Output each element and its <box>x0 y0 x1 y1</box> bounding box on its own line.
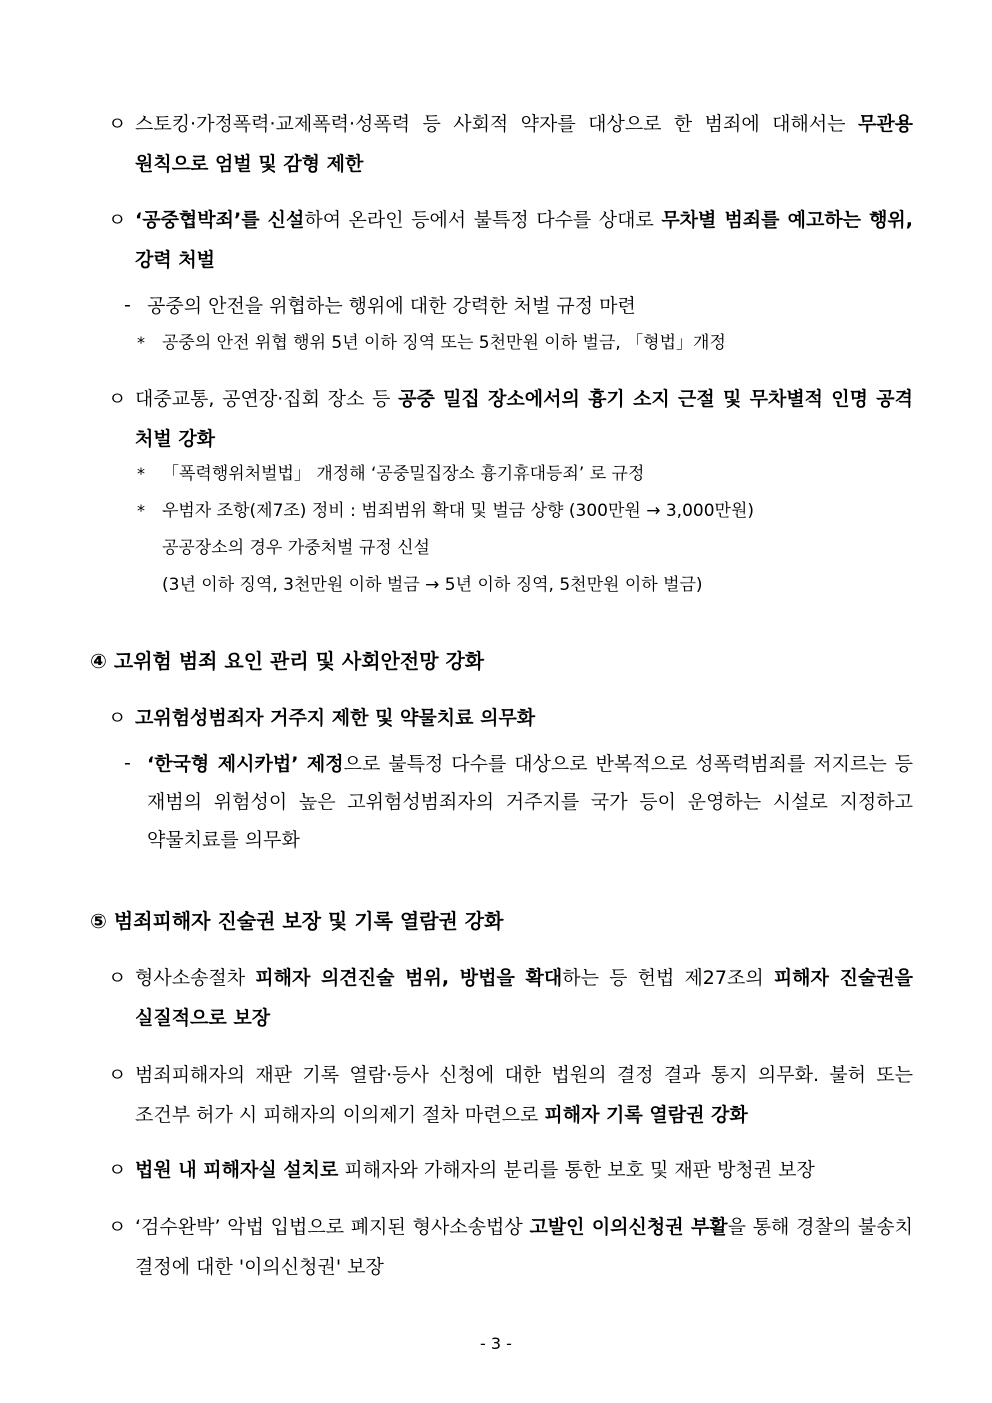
bullet-paragraph-5 <box>0 958 992 1042</box>
section-heading-5 <box>90 903 503 939</box>
emphasis-text: 법원 내 피해자실 설치로 <box>135 1159 339 1181</box>
bullet-marker: ㅇ <box>108 388 127 410</box>
section-number: ⑤ <box>90 909 107 933</box>
note-text: 공공장소의 경우 가중처벌 규정 신설 <box>162 538 430 558</box>
bullet-marker: ㅇ <box>108 1216 127 1238</box>
emphasis-text: 고발인 이의신청권 부활 <box>529 1216 728 1238</box>
paragraph-text: ‘검수완박’ 악법 입법으로 폐지된 형사소송법상 고발인 이의신청권 부활을 통해 경찰의 불송치 결정에 대한 '이의신청권' 보장 <box>135 1216 913 1278</box>
note-item <box>0 325 992 362</box>
section-heading-4 <box>90 643 484 679</box>
bullet-paragraph-6 <box>0 1055 992 1139</box>
emphasis-text: 무차별 범죄를 예고하는 행위, 강력 처벌 <box>135 209 913 271</box>
note-marker: * <box>137 333 145 352</box>
bullet-paragraph-7 <box>0 1150 992 1190</box>
note-text: 공중의 안전 위협 행위 5년 이하 징역 또는 5천만원 이하 벌금, 「형법」개정 <box>162 333 726 353</box>
paragraph-text: 범죄피해자의 재판 기록 열람·등사 신청에 대한 법원의 결정 결과 통지 의무화. 불허 또는 조건부 허가 시 피해자의 이의제기 절차 마련으로 피해자 기록 열람권 강화 <box>135 1064 913 1126</box>
paragraph-text: 대중교통, 공연장·집회 장소 등 공중 밀집 장소에서의 흉기 소지 근절 및 무차별적 인명 공격 처벌 강화 <box>135 388 913 450</box>
bullet-paragraph-8 <box>0 1207 992 1291</box>
section-title: 범죄피해자 진술권 보장 및 기록 열람권 강화 <box>113 909 504 933</box>
page-number: - 3 - <box>480 1334 512 1353</box>
bullet-marker: ㅇ <box>108 113 127 135</box>
bullet-marker: ㅇ <box>108 967 127 989</box>
dash-item-text: 공중의 안전을 위협하는 행위에 대한 강력한 처벌 규정 마련 <box>147 295 636 317</box>
note-marker: * <box>137 464 145 483</box>
bullet-marker: ㅇ <box>108 1064 127 1086</box>
bullet-paragraph-1 <box>0 104 992 188</box>
emphasis-text: 무관용 원칙으로 엄벌 및 감형 제한 <box>135 113 913 175</box>
note-text: (3년 이하 징역, 3천만원 이하 벌금 → 5년 이하 징역, 5천만원 이하 벌금) <box>162 575 703 595</box>
section-number: ④ <box>90 649 107 673</box>
note-marker: * <box>137 501 145 520</box>
paragraph-text: ‘공중협박죄’를 신설하여 온라인 등에서 불특정 다수를 상대로 무차별 범죄를 예고하는 행위, 강력 처벌 <box>135 209 913 271</box>
paragraph-text: 법원 내 피해자실 설치로 피해자와 가해자의 분리를 통한 보호 및 재판 방청권 보장 <box>135 1159 815 1181</box>
emphasis-text: 공중 밀집 장소에서의 흉기 소지 근절 및 무차별적 인명 공격 처벌 강화 <box>135 388 913 450</box>
section-title: 고위험 범죄 요인 관리 및 사회안전망 강화 <box>113 649 485 673</box>
note-item <box>0 456 992 493</box>
emphasis-text: 피해자 기록 열람권 강화 <box>544 1104 748 1126</box>
bullet-marker: ㅇ <box>108 707 127 729</box>
note-item <box>0 493 992 604</box>
emphasis-text: ‘공중협박죄’를 신설 <box>135 209 305 231</box>
emphasis-text: 피해자 의견진술 범위, 방법을 확대 <box>255 967 563 989</box>
paragraph-text: 형사소송절차 피해자 의견진술 범위, 방법을 확대하는 등 헌법 제27조의 피해자 진술권을 실질적으로 보장 <box>135 967 914 1029</box>
note-text: 「폭력행위처벌법」 개정해 ‘공중밀집장소 흉기휴대등죄’ 로 규정 <box>162 464 645 484</box>
bullet-paragraph-3 <box>0 379 992 463</box>
bullet-paragraph-2 <box>0 200 992 284</box>
bullet-paragraph-4 <box>0 698 992 738</box>
dash-item <box>0 287 992 325</box>
dash-marker: - <box>124 294 131 316</box>
bullet-marker: ㅇ <box>108 1159 127 1181</box>
dash-item <box>0 745 992 865</box>
paragraph-text: 스토킹·가정폭력·교제폭력·성폭력 등 사회적 약자를 대상으로 한 범죄에 대해서는 무관용 원칙으로 엄벌 및 감형 제한 <box>135 113 913 175</box>
emphasis-text: ‘한국형 제시카법’ 제정 <box>147 753 344 775</box>
bullet-marker: ㅇ <box>108 209 127 231</box>
paragraph-text: 고위험성범죄자 거주지 제한 및 약물치료 의무화 <box>135 707 536 729</box>
dash-marker: - <box>124 752 131 774</box>
emphasis-text: 피해자 진술권을 실질적으로 보장 <box>135 967 914 1029</box>
note-text: 우범자 조항(제7조) 정비 : 범죄범위 확대 및 벌금 상향 (300만원 → 3,000만원) <box>162 501 755 521</box>
dash-item-text: ‘한국형 제시카법’ 제정으로 불특정 다수를 대상으로 반복적으로 성폭력범죄를 저지르는 등 재범의 위험성이 높은 고위험성범죄자의 거주지를 국가 등이 운영하는 시설로 지정하고 약물치료를 의무화 <box>147 753 913 851</box>
